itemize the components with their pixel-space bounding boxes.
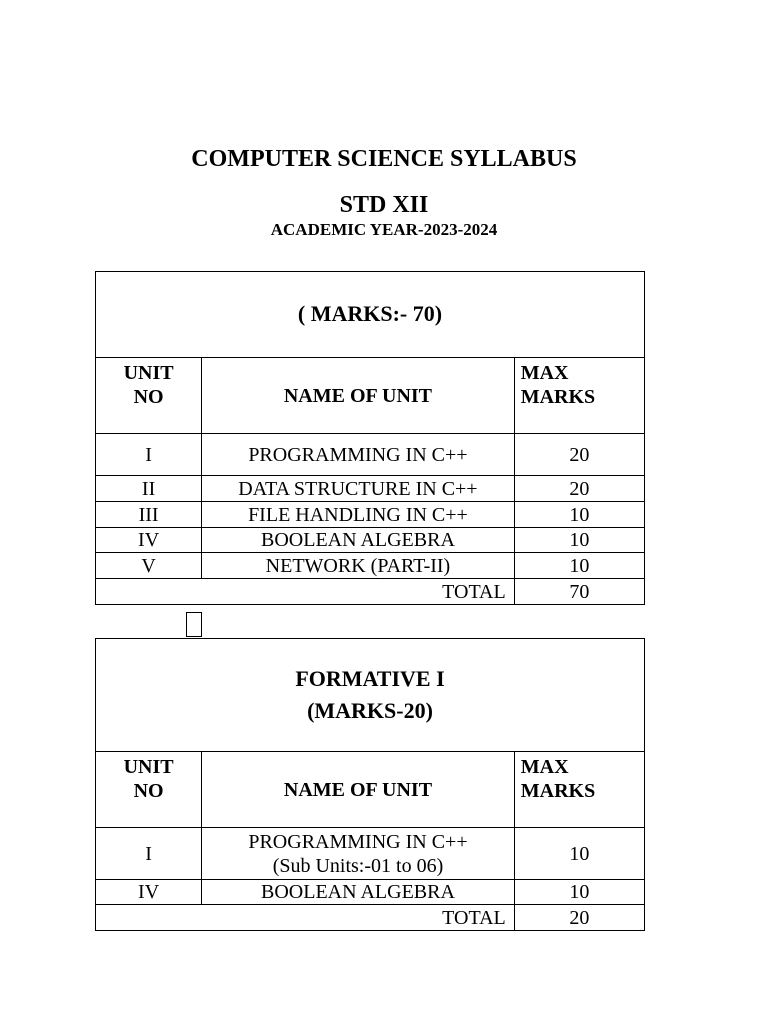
unit-number-cell: II	[96, 476, 202, 502]
table-row	[96, 528, 645, 553]
total-value: 70	[514, 579, 644, 605]
unit-name-cell: BOOLEAN ALGEBRA	[202, 880, 515, 905]
unit-number-cell: IV	[96, 528, 202, 553]
page-title: COMPUTER SCIENCE SYLLABUS	[191, 146, 577, 172]
max-marks-cell: 10	[514, 553, 644, 579]
column-header-unit-no: UNIT NO	[96, 358, 202, 434]
table-row	[96, 553, 645, 579]
column-header-unit-no: UNIT NO	[96, 752, 202, 828]
unit-number-cell: I	[96, 434, 202, 476]
total-label: TOTAL	[96, 905, 515, 931]
table-header-row	[96, 752, 645, 828]
academic-year-label: ACADEMIC YEAR-2023-2024	[270, 220, 498, 239]
unit-number-cell: I	[96, 828, 202, 880]
table-header-row	[96, 358, 645, 434]
unit-number-cell: V	[96, 553, 202, 579]
max-marks-cell: 20	[514, 434, 644, 476]
max-marks-cell: 10	[514, 880, 644, 905]
total-row	[96, 579, 645, 605]
syllabus-table-formative-1	[95, 638, 645, 931]
checkbox-glyph-box	[186, 612, 202, 637]
max-marks-cell: 20	[514, 476, 644, 502]
unit-name-cell: NETWORK (PART-II)	[202, 553, 515, 579]
column-header-max-marks: MAX MARKS	[514, 752, 644, 828]
syllabus-table-marks-70	[95, 271, 645, 605]
unit-name-cell: PROGRAMMING IN C++	[202, 434, 515, 476]
unit-number-cell: IV	[96, 880, 202, 905]
table-row	[96, 828, 645, 880]
unit-name-cell	[202, 828, 515, 880]
table-caption-row	[96, 639, 645, 752]
table-caption	[96, 639, 645, 752]
table-caption-line2: (MARKS-20)	[307, 698, 433, 723]
unit-name-line2: (Sub Units:-01 to 06)	[272, 854, 444, 877]
total-value: 20	[514, 905, 644, 931]
column-header-name-of-unit: NAME OF UNIT	[202, 358, 515, 434]
total-label: TOTAL	[96, 579, 515, 605]
unit-number-cell: III	[96, 502, 202, 528]
table-caption: ( MARKS:- 70)	[96, 272, 645, 358]
unit-name-cell: DATA STRUCTURE IN C++	[202, 476, 515, 502]
table-row	[96, 476, 645, 502]
column-header-name-of-unit: NAME OF UNIT	[202, 752, 515, 828]
table-row	[96, 502, 645, 528]
max-marks-cell: 10	[514, 502, 644, 528]
max-marks-cell: 10	[514, 828, 644, 880]
table-row	[96, 880, 645, 905]
table-caption-line1: FORMATIVE I	[295, 665, 445, 691]
table-caption-row	[96, 272, 645, 358]
column-header-max-marks: MAX MARKS	[514, 358, 644, 434]
max-marks-cell: 10	[514, 528, 644, 553]
unit-name-line1: PROGRAMMING IN C++	[248, 830, 468, 853]
total-row	[96, 905, 645, 931]
standard-label: STD XII	[339, 192, 429, 218]
unit-name-cell: BOOLEAN ALGEBRA	[202, 528, 515, 553]
unit-name-cell: FILE HANDLING IN C++	[202, 502, 515, 528]
table-row	[96, 434, 645, 476]
